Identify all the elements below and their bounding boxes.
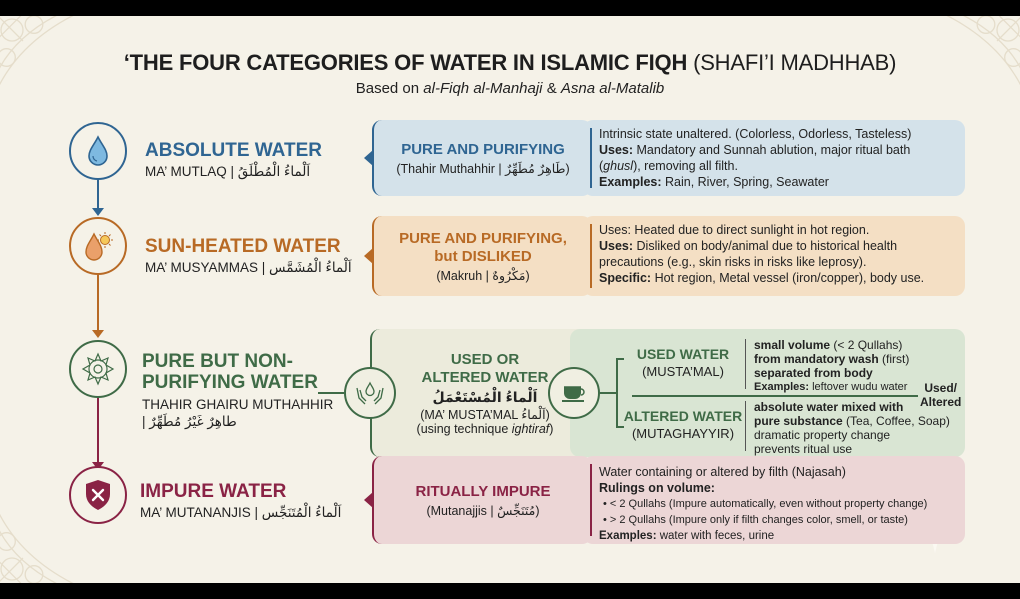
ruling-technique [417,422,554,436]
subtitle-source-1: al-Fiqh al-Manhaji [423,80,543,97]
technique-italic: ightiraf [511,421,550,436]
detail-text: (< 2 Qullahs) [830,338,903,352]
detail-line: Intrinsic state unaltered. (Colorless, Odorless, Tasteless) [599,127,912,141]
used-water-details [754,338,909,394]
detail-text: Disliked on body/animal due to historical health [633,239,898,253]
category-name-sun-heated: SUN-HEATED WATER [145,236,341,257]
ruling-subtitle: (MA’ MUSTA’MAL اَلْماءُ) [420,407,550,422]
absolute-water-node [69,122,127,180]
detail-line [599,238,951,254]
ruling-subtitle: (Thahir Muthahhir | طَاهِرٌ مُطَهِّرٌ) [396,161,570,176]
detail-label: Examples: [599,530,657,542]
impure-water-node [69,466,127,524]
detail-label: Specific: [599,271,652,285]
detail-line [754,400,950,414]
detail-text: dramatic property change [754,428,891,442]
detail-box-impure [583,456,965,544]
detail-text: Hot region, Metal vessel (iron/copper), body use. [651,271,925,285]
detail-line [754,338,909,352]
subtitle-prefix: Based on [355,80,420,97]
separator [632,395,918,397]
detail-text: leftover wudu water [809,381,908,393]
title-main: ‘THE FOUR CATEGORIES OF WATER IN ISLAMIC FIQH [123,50,688,75]
water-drop-icon [80,133,116,169]
detail-box-sun-heated [583,216,965,296]
detail-line [599,158,951,174]
hands-water-drop-icon [353,376,387,410]
detail-line: precautions (e.g., skin risks in risks like leprosy). [599,255,867,269]
detail-text: (first) [878,352,910,366]
transliteration-line-1: THAHIR GHAIRU MUTHAHHIR [142,397,334,412]
category-transliteration-absolute: MA’ MUTLAQ | اَلْماءُ الْمُطْلَقُ [145,164,311,179]
sun-drop-icon [80,228,116,264]
detail-line [754,380,909,394]
detail-text: Rain, River, Spring, Seawater [661,175,829,189]
arrow-down-icon [92,208,104,216]
altered-water-sub: (MUTAGHAYYIR) [631,426,735,441]
hands-node [344,367,396,419]
detail-text: water with feces, urine [656,530,775,542]
ruling-arabic: اَلْماءُ الْمُسْتَعْمَلُ [432,388,538,405]
ruling-box-sun-heated [372,216,592,296]
altered-water-details [754,400,950,456]
detail-box-absolute [583,120,965,196]
used-water-label: USED WATER [636,346,730,362]
connector-line-1 [97,178,99,210]
detail-line [754,352,909,366]
page-title [0,50,1020,76]
detail-text: prevents ritual use [754,442,853,456]
used-water-sub: (MUSTA’MAL) [642,364,724,379]
pointer-icon [364,248,373,264]
page-subtitle [0,80,1020,97]
ruling-title-line-1: PURE AND PURIFYING, [399,229,567,247]
divider [745,339,746,389]
shield-x-icon [80,477,116,513]
detail-line [599,142,951,158]
arrow-down-icon [92,330,104,338]
ruling-title: RITUALLY IMPURE [415,482,551,500]
detail-text: (Tea, Coffee, Soap) [842,414,950,428]
divider [745,401,746,451]
category-transliteration-non-purifying [142,396,333,430]
divider [590,224,592,288]
pointer-icon [364,150,373,166]
detail-bold: from mandatory wash [754,352,879,366]
detail-line [754,414,950,428]
connector-horizontal [600,392,616,394]
detail-bullet: • < 2 Qullahs (Impure automatically, even without property change) [603,498,928,510]
ruling-title-line-1: USED OR [450,350,520,368]
connector-line-2 [97,274,99,332]
detail-label: Uses: [599,239,634,253]
detail-bold: absolute water mixed with [754,400,904,414]
detail-line [599,528,951,544]
category-name-line-2: PURIFYING WATER [142,372,318,393]
category-name-non-purifying [142,351,318,393]
detail-line [599,174,951,190]
detail-label: Examples: [599,175,662,189]
detail-bold: separated from body [754,366,873,380]
ruling-subtitle: (Mutanajjis | مُتَنَجِّسٌ) [426,503,540,518]
sun-heated-water-node [69,217,127,275]
ruling-box-impure [372,456,592,544]
altered-water-title [618,408,748,442]
detail-line: Water containing or altered by filth (Najasah) [599,465,846,479]
detail-line [754,428,950,442]
detail-italic: ghusl [603,159,634,173]
ruling-title-line-2: ALTERED WATER [421,368,549,386]
detail-line: Uses: Heated due to direct sunlight in hot region. [599,223,870,237]
category-name-absolute: ABSOLUTE WATER [145,140,322,161]
detail-text: ( [599,159,604,173]
infographic-canvas [0,16,1020,583]
detail-line [754,442,950,456]
ruling-subtitle: (Makruh | مَكْرُوهٌ) [436,268,530,283]
technique-text: (using technique [416,421,512,436]
ruling-title-line-2: but DISLIKED [434,247,532,265]
geometric-star-icon [80,351,116,387]
side-label-line-1: Used/ [924,381,958,395]
detail-bold: pure substance [754,414,843,428]
title-madhhab: (SHAFI’I MADHHAB) [693,50,897,75]
connector-line-3 [97,396,99,464]
non-purifying-water-node [69,340,127,398]
detail-line [754,366,909,380]
detail-line [599,270,951,286]
detail-line [599,480,951,496]
cup-node [548,367,600,419]
transliteration-line-2: | طاهِرٌ غَيْرُ مُطَهِّرٌ [142,414,237,429]
detail-bold: Examples: [754,381,810,393]
used-water-title [618,346,748,380]
category-name-line-1: PURE BUT NON- [142,351,293,372]
detail-text: ), removing all filth. [633,159,738,173]
ruling-box-absolute [372,120,592,196]
ruling-title: PURE AND PURIFYING [401,140,565,158]
detail-bullet: • > 2 Qullahs (Impure only if filth changes color, smell, or taste) [603,514,908,526]
altered-water-label: ALTERED WATER [623,408,743,424]
technique-text: ) [549,421,554,436]
category-transliteration-impure: MA’ MUTANANJIS | اَلْماءُ الْمُتَنَجِّس [140,505,342,520]
detail-bold: small volume [754,338,831,352]
connector-horizontal [318,392,344,394]
category-name-impure: IMPURE WATER [140,481,287,502]
category-transliteration-sun-heated: MA’ MUSYAMMAS | اَلْماءُ الْمُشَمَّس [145,260,352,275]
detail-text: Mandatory and Sunnah ablution, major ritual bath [633,143,911,157]
side-label-line-2: Altered [920,395,962,409]
tea-cup-icon [557,376,591,410]
detail-label: Uses: [599,143,634,157]
divider [590,128,592,188]
detail-label: Rulings on volume: [599,481,715,495]
subtitle-source-2: Asna al-Matalib [560,80,665,97]
divider [590,464,592,536]
subtitle-amp: & [546,80,557,97]
pointer-icon [364,492,373,508]
